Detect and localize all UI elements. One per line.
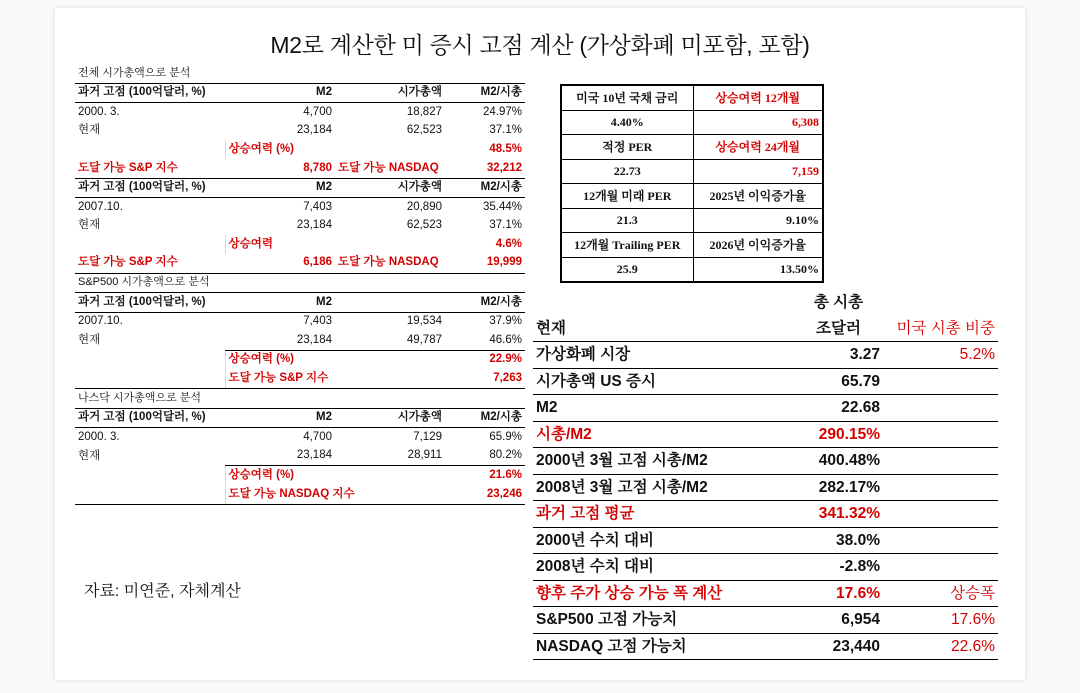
cell: 35.44% <box>482 200 522 213</box>
upside-value: 4.6% <box>495 237 522 250</box>
cell: 12개월 미래 PER <box>561 184 693 209</box>
section-label: S&P500 시가총액으로 분석 <box>78 276 210 289</box>
header-cell: M2 <box>225 83 335 103</box>
market-cap-table <box>533 290 998 660</box>
header-cell: 과거 고점 (100억달러, %) <box>75 178 225 198</box>
reach-row <box>75 254 525 273</box>
left-tables <box>75 64 525 505</box>
upside-value: 22.9% <box>445 350 525 369</box>
table-row <box>561 159 823 184</box>
header-cell: M2 <box>225 178 335 198</box>
table-row <box>533 554 998 581</box>
table-row <box>75 198 525 217</box>
row-label: 시가총액 US 증시 <box>536 372 656 390</box>
table-row <box>75 217 525 236</box>
row-value: 22.68 <box>841 399 880 416</box>
table-row <box>561 257 823 282</box>
table-row <box>561 135 823 160</box>
row-label: 2000년 수치 대비 <box>536 531 654 549</box>
row-value: 290.15% <box>818 425 880 443</box>
reach-label: 도달 가능 NASDAQ 지수 <box>225 485 445 504</box>
cell: 7,159 <box>693 159 823 184</box>
cell: 9.10% <box>693 208 823 233</box>
row-extra <box>883 554 998 581</box>
cell: 13.50% <box>693 257 823 282</box>
table-head-row <box>533 290 998 316</box>
cell: 7,403 <box>303 200 332 213</box>
row-extra <box>883 421 998 448</box>
row-value: 17.6% <box>836 584 880 602</box>
cell: 62,523 <box>406 219 442 232</box>
table-row <box>533 342 998 369</box>
header-cell: M2/시총 <box>445 293 525 313</box>
table-row <box>533 580 998 607</box>
table-head-row <box>533 316 998 342</box>
table-row <box>533 368 998 395</box>
header-cell: 시가총액 <box>335 408 445 428</box>
reach-nasdaq-label: 도달 가능 NASDAQ <box>335 254 445 273</box>
row-extra: 상승폭 <box>950 584 995 602</box>
row-value: 65.79 <box>841 372 880 390</box>
upside-row <box>75 140 525 159</box>
cell: 4.40% <box>561 110 693 135</box>
cell: 23,184 <box>296 449 332 462</box>
reach-nasdaq-value: 19,999 <box>445 254 525 273</box>
header-cell: M2 <box>225 408 335 428</box>
cell: 현재 <box>78 219 101 232</box>
upside-label: 상승여력 (%) <box>225 140 335 159</box>
reach-sp-label: 도달 가능 S&P 지수 <box>75 159 225 178</box>
cell: 2026년 이익증가율 <box>693 233 823 258</box>
row-extra <box>883 474 998 501</box>
cell: 2025년 이익증가율 <box>693 184 823 209</box>
cell: 23,184 <box>296 333 332 346</box>
cell: 4,700 <box>303 430 332 443</box>
cell: 2000. 3. <box>78 105 120 118</box>
table-row <box>533 448 998 475</box>
row-value: 6,954 <box>841 611 880 628</box>
upside-value: 48.5% <box>489 142 522 155</box>
upside-label: 상승여력 <box>225 235 335 254</box>
table-row <box>75 312 525 331</box>
reach-row <box>75 370 525 389</box>
cell: 46.6% <box>489 333 522 346</box>
upside-row <box>75 466 525 485</box>
row-value: 282.17% <box>818 478 880 496</box>
table-row <box>561 208 823 233</box>
cell: 37.1% <box>489 219 522 232</box>
cell: 37.9% <box>489 315 522 328</box>
header-cell: 시가총액 <box>335 83 445 103</box>
cell: 적정 PER <box>561 135 693 160</box>
cell: 현재 <box>78 334 101 347</box>
cell: 2007.10. <box>78 315 123 328</box>
row-value: 3.27 <box>849 346 880 363</box>
cell: 80.2% <box>489 449 522 462</box>
table-row <box>533 421 998 448</box>
row-extra <box>883 501 998 528</box>
cell: 49,787 <box>406 333 442 346</box>
reach-value: 7,263 <box>445 370 525 389</box>
table-row <box>533 395 998 422</box>
table-row <box>533 607 998 634</box>
cell: 2007.10. <box>78 200 123 213</box>
cell: 18,827 <box>406 105 442 118</box>
page-title: M2로 계산한 미 증시 고점 계산 (가상화폐 미포함, 포함) <box>270 32 810 58</box>
reach-nasdaq-label: 도달 가능 NASDAQ <box>335 159 445 178</box>
cell: 23,184 <box>296 219 332 232</box>
upside-label: 상승여력 (%) <box>225 350 445 369</box>
row-extra <box>883 527 998 554</box>
upside-row <box>75 235 525 254</box>
cell: 19,534 <box>406 315 442 328</box>
reach-sp-value: 6,186 <box>225 254 335 273</box>
table-row <box>561 233 823 258</box>
table-row <box>561 85 823 110</box>
row-value: 38.0% <box>836 531 880 549</box>
header-cell: M2/시총 <box>445 408 525 428</box>
row-label: 2000년 3월 고점 시총/M2 <box>536 452 708 469</box>
section-label: 나스닥 시가총액으로 분석 <box>78 391 201 404</box>
section-label: 전체 시가총액으로 분석 <box>78 66 191 79</box>
cell: 12개월 Trailing PER <box>561 233 693 258</box>
row-extra <box>883 395 998 422</box>
cell: 21.3 <box>561 208 693 233</box>
row-label: 시총/M2 <box>536 425 592 443</box>
row-label: 향후 주가 상승 가능 폭 계산 <box>536 584 723 602</box>
reach-value: 23,246 <box>445 485 525 504</box>
row-extra: 22.6% <box>951 637 995 655</box>
table-row <box>75 122 525 141</box>
header-cell: 시가총액 <box>335 178 445 198</box>
table-row <box>533 633 998 660</box>
row-value: 400.48% <box>818 452 880 469</box>
reach-sp-label: 도달 가능 S&P 지수 <box>75 254 225 273</box>
cell: 62,523 <box>406 124 442 137</box>
table-row <box>75 447 525 466</box>
cell: 65.9% <box>489 430 522 443</box>
cell: 7,403 <box>303 315 332 328</box>
row-value: -2.8% <box>839 558 880 575</box>
row-extra: 17.6% <box>951 611 995 628</box>
row-extra <box>883 448 998 475</box>
table-row <box>533 527 998 554</box>
reach-row <box>75 485 525 504</box>
table-row <box>533 474 998 501</box>
header-cell: 과거 고점 (100억달러, %) <box>75 83 225 103</box>
cell: 28,911 <box>407 449 442 462</box>
valuation-table <box>560 84 824 283</box>
left-table <box>75 64 525 505</box>
cell: 24.97% <box>482 105 522 118</box>
header-cell: M2/시총 <box>445 178 525 198</box>
cell: 22.73 <box>561 159 693 184</box>
header-cell <box>335 293 445 313</box>
row-label: 2008년 3월 고점 시총/M2 <box>536 478 708 496</box>
share-header: 미국 시총 비중 <box>896 319 995 337</box>
row-label: 과거 고점 평균 <box>536 505 635 522</box>
reach-row <box>75 159 525 178</box>
unit-label: 조달러 <box>816 319 861 337</box>
row-label: 2008년 수치 대비 <box>536 558 654 575</box>
cell: 현재 <box>78 124 101 137</box>
row-label: S&P500 고점 가능치 <box>536 611 678 628</box>
header-cell: 과거 고점 (100억달러, %) <box>75 293 225 313</box>
reach-nasdaq-value: 32,212 <box>445 159 525 178</box>
row-extra <box>883 368 998 395</box>
row-value: 23,440 <box>832 637 880 655</box>
cell: 4,700 <box>303 105 332 118</box>
header-cell: 과거 고점 (100억달러, %) <box>75 408 225 428</box>
cell: 미국 10년 국채 금리 <box>561 85 693 110</box>
table-row <box>561 110 823 135</box>
cell: 25.9 <box>561 257 693 282</box>
reach-sp-value: 8,780 <box>225 159 335 178</box>
table-row <box>75 428 525 447</box>
cell: 23,184 <box>296 124 332 137</box>
cell: 현재 <box>78 449 101 462</box>
table-row <box>75 103 525 122</box>
source-note: 자료: 미연준, 자체계산 <box>84 583 241 600</box>
cell: 상승여력 12개월 <box>693 85 823 110</box>
current-label: 현재 <box>536 319 566 337</box>
row-extra: 5.2% <box>959 346 995 363</box>
row-label: NASDAQ 고점 가능치 <box>536 637 687 655</box>
header-cell: M2 <box>225 293 335 313</box>
reach-label: 도달 가능 S&P 지수 <box>225 370 445 389</box>
valuation-table-wrap <box>560 84 824 283</box>
cell: 37.1% <box>489 124 522 137</box>
row-label: M2 <box>536 399 558 416</box>
upside-label: 상승여력 (%) <box>225 466 445 485</box>
header-cell: M2/시총 <box>445 83 525 103</box>
table-row <box>75 331 525 350</box>
cell: 6,308 <box>693 110 823 135</box>
row-value: 341.32% <box>818 505 880 522</box>
table-row <box>533 501 998 528</box>
row-label: 가상화폐 시장 <box>536 346 631 363</box>
cell: 상승여력 24개월 <box>693 135 823 160</box>
upside-row <box>75 350 525 369</box>
cell: 20,890 <box>406 200 442 213</box>
upside-value: 21.6% <box>445 466 525 485</box>
cell: 2000. 3. <box>78 430 120 443</box>
table-row <box>561 184 823 209</box>
total-mcap-header: 총 시총 <box>813 294 864 311</box>
cell: 7,129 <box>413 430 442 443</box>
market-cap-table-wrap <box>533 290 998 660</box>
